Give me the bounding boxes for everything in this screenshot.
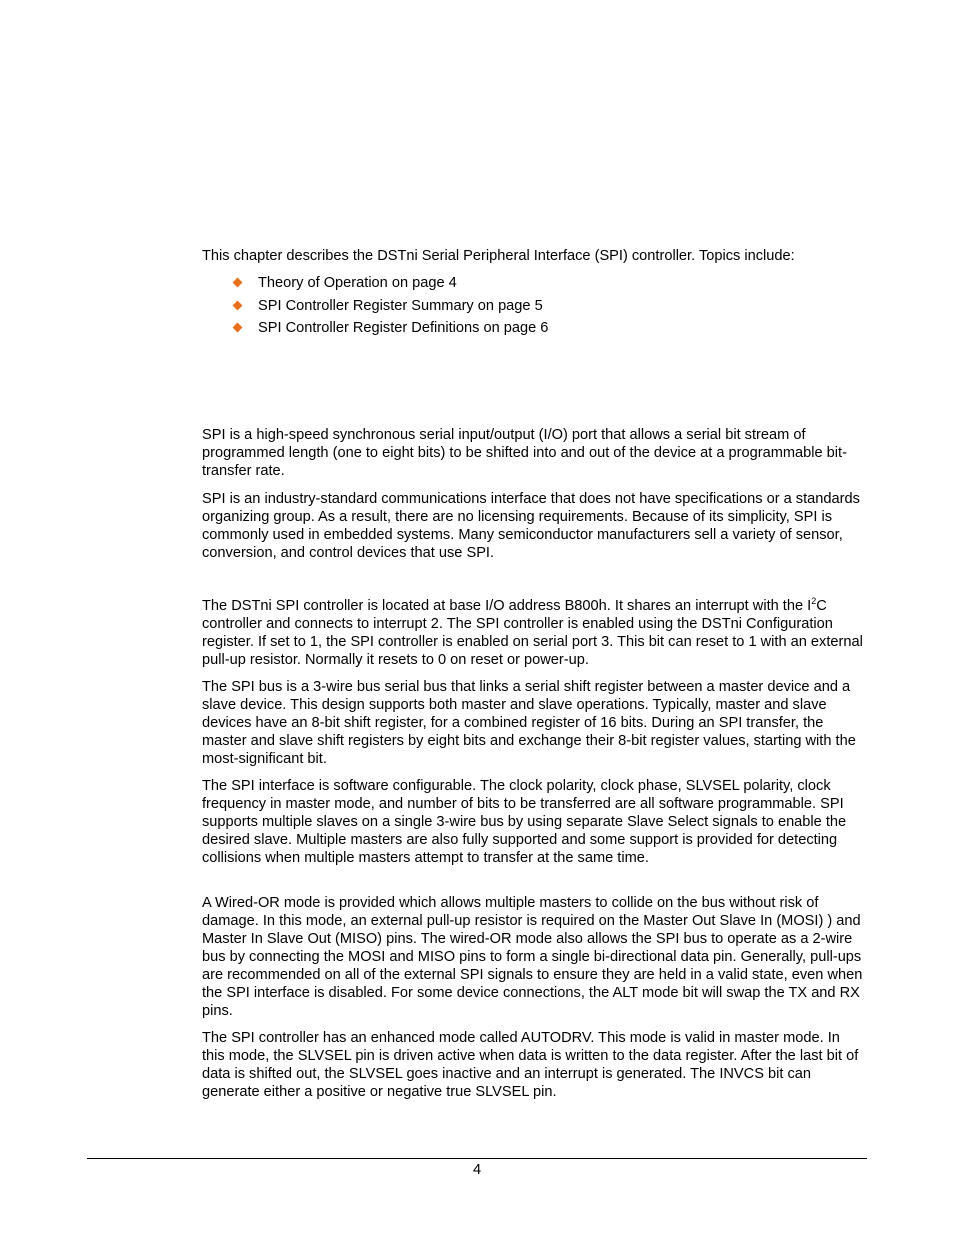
theory-block (202, 426, 866, 480)
details-block-4 (202, 894, 866, 1020)
topic-item (202, 274, 548, 297)
details-block-2 (202, 678, 866, 768)
topics-list (202, 274, 548, 342)
intro-paragraph: This chapter describes the DSTni Serial Peripheral Interface (SPI) controller. Topics include: (202, 248, 795, 264)
details-paragraph-4: A Wired-OR mode is provided which allows multiple masters to collide on the bus without risk of damage. In this mode, an external pull-up resistor is required on the Master Out Slave In (MOSI) ) and Master In Slave Out (MISO) pins. The wired-OR mode also allows the SPI bus to operate as a 2-wire bus by connecting the MOSI and MISO pins to form a single bi-directional data pin. Generally, pull-ups are recommended on all of the external SPI signals to ensure they are held in a valid state, even when the SPI interface is disabled. For some device connections, the ALT mode bit will swap the TX and RX pins. (202, 895, 863, 1019)
details-paragraph-5: The SPI controller has an enhanced mode called AUTODRV. This mode is valid in master mode. In this mode, the SLVSEL pin is driven active when data is written to the data register. After the last bit of data is shifted out, the SLVSEL goes inactive and an interrupt is generated. The INVCS bit can generate either a positive or negative true SLVSEL pin. (202, 1030, 859, 1100)
diamond-bullet-icon (233, 323, 243, 333)
theory-block-2 (202, 490, 866, 562)
theory-paragraph-2: SPI is an industry-standard communications interface that does not have specifications or a standards organizing group. As a result, there are no licensing requirements. Because of its simplicity, SPI is commonly used in embedded systems. Many semiconductor manufacturers sell a variety of sensor, conversion, and control devices that use SPI. (202, 491, 860, 561)
topic-text: Theory of Operation on page 4 (258, 275, 457, 291)
page-number: 4 (472, 1162, 482, 1178)
topic-item (202, 319, 548, 342)
details-p1-part2: C controller and connects to interrupt 2. The SPI controller is enabled using the DSTni Configuration register. If set to 1, the SPI controller is enabled on serial port 3. This bit can reset to 1 with an external pull-up resistor. Normally it resets to 0 on reset or power-up. (202, 598, 863, 668)
details-paragraph-3: The SPI interface is software configurable. The clock polarity, clock phase, SLVSEL polarity, clock frequency in master mode, and number of bits to be transferred are all software programmable. SPI supports multiple slaves on a single 3-wire bus by using separate Slave Select signals to enable the desired slave. Multiple masters are also fully supported and some support is provided for detecting collisions when multiple masters attempt to transfer at the same time. (202, 778, 847, 866)
diamond-bullet-icon (233, 278, 243, 288)
details-p1-part1: The DSTni SPI controller is located at base I/O address B800h. It shares an interrupt with the I (202, 598, 812, 614)
intro-block (202, 247, 866, 265)
superscript-two: 2 (811, 596, 817, 607)
details-paragraph-2: The SPI bus is a 3-wire bus serial bus that links a serial shift register between a master device and a slave device. This design supports both master and slave operations. Typically, master and slave devices have an 8-bit shift register, for a combined register of 16 bits. During an SPI transfer, the master and slave shift registers by eight bits and exchange their 8-bit register values, starting with the most-significant bit. (202, 679, 856, 767)
topic-text: SPI Controller Register Summary on page 5 (258, 297, 543, 314)
diamond-bullet-icon (233, 300, 243, 310)
details-paragraph-1 (202, 597, 866, 669)
details-block-3 (202, 777, 866, 867)
topic-item (202, 297, 548, 320)
details-block-5 (202, 1029, 866, 1101)
footer-rule (87, 1158, 867, 1159)
details-block-1 (202, 597, 866, 669)
topic-text: SPI Controller Register Definitions on page 6 (258, 320, 549, 336)
theory-paragraph-1: SPI is a high-speed synchronous serial input/output (I/O) port that allows a serial bit stream of programmed length (one to eight bits) to be shifted into and out of the device at a programmable bit-transfer rate. (202, 427, 847, 479)
